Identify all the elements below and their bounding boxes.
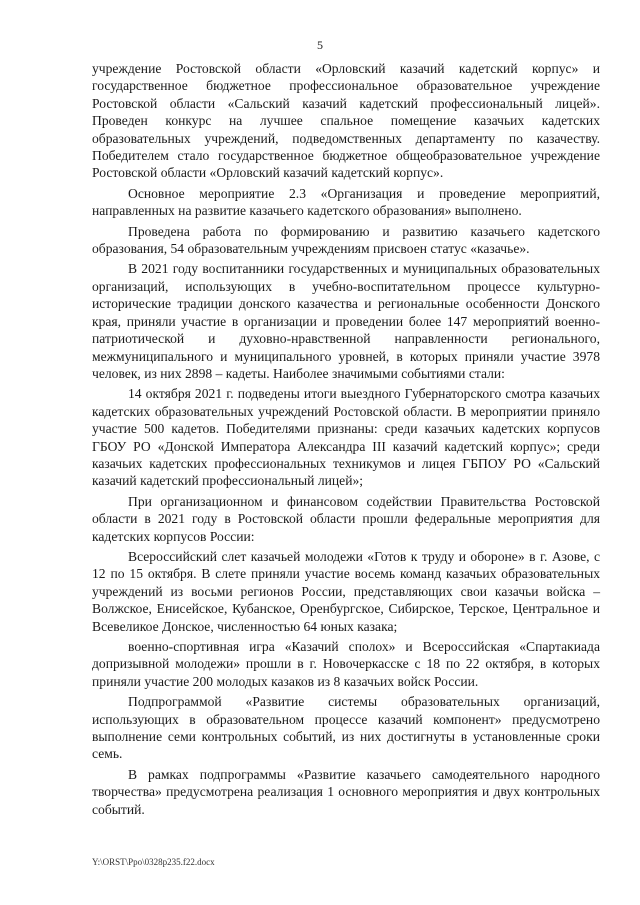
paragraph-4: В 2021 году воспитанники государственных и муниципальных образовательных организаций, использующих в учебно-воспитательном процессе культурно-исторические традиции донского казачества и региональные особенности Донского края, приняли участие в организации и проведении более 147 мероприятий военно-патриотической и духовно-нравственной направленности регионального, межмуниципального и муниципального уровней, в которых приняли участие 3978 человек, из них 2898 – кадеты. Наиболее значимыми событиями стали: [92,261,600,381]
footer-file-path: Y:\ORST\Ppo\0328p235.f22.docx [92,857,215,867]
paragraph-9: Подпрограммой «Развитие системы образовательных организаций, использующих в образовательном процессе казачий компонент» предусмотрено выполнение семи контрольных событий, из них достигнуты в установленные сроки семь. [92,694,600,762]
paragraph-7: Всероссийский слет казачьей молодежи «Готов к труду и обороне» в г. Азове, с 12 по 15 октября. В слете приняли участие восемь команд казачьих образовательных учреждений из восьми регионов России, представляющих свои казачьи войска – Волжское, Енисейское, Кубанское, Оренбургское, Сибирское, Терское, Центральное и Всевеликое Донское, численностью 64 юных казака; [92,548,600,634]
paragraph-10: В рамках подпрограммы «Развитие казачьего самодеятельного народного творчества» предусмотрена реализация 1 основного мероприятия и двух контрольных событий. [92,766,600,817]
document-body [92,60,600,821]
paragraph-3: Проведена работа по формированию и развитию казачьего кадетского образования, 54 образовательным учреждениям присвоен статус «казачье». [92,223,600,257]
paragraph-8: военно-спортивная игра «Казачий сполох» и Всероссийская «Спартакиада допризывной молодежи» прошли в г. Новочеркасске с 18 по 22 октября, в которых приняли участие 200 молодых казаков из 8 казачьих войск России. [92,639,600,689]
paragraph-5: 14 октября 2021 г. подведены итоги выездного Губернаторского смотра казачьих кадетских образовательных учреждений Ростовской области. В мероприятии приняло участие 500 кадетов. Победителями признаны: среди казачьих кадетских корпусов ГБОУ РО «Донской Императора Александра III казачий кадетский корпус»; среди казачьих кадетских профессиональных техникумов и лицея ГБПОУ РО «Сальский казачий кадетский профессиональный лицей»; [92,386,600,489]
page-number: 5 [317,38,323,52]
paragraph-1: учреждение Ростовской области «Орловский казачий кадетский корпус» и государственное бюджетное профессиональное образовательное учреждение Ростовской области «Сальский казачий кадетский профессиональный лицей». Проведен конкурс на лучшее спальное помещение казачьих кадетских образовательных учреждений, подведомственных департаменту по казачеству. Победителем стало государственное бюджетное общеобразовательное учреждение Ростовской области «Орловский казачий кадетский корпус». [92,61,600,181]
paragraph-2: Основное мероприятие 2.3 «Организация и проведение мероприятий, направленных на развитие казачьего кадетского образования» выполнено. [92,185,600,219]
paragraph-6: При организационном и финансовом содействии Правительства Ростовской области в 2021 году в Ростовской области прошли федеральные мероприятия для кадетских корпусов России: [92,493,600,544]
